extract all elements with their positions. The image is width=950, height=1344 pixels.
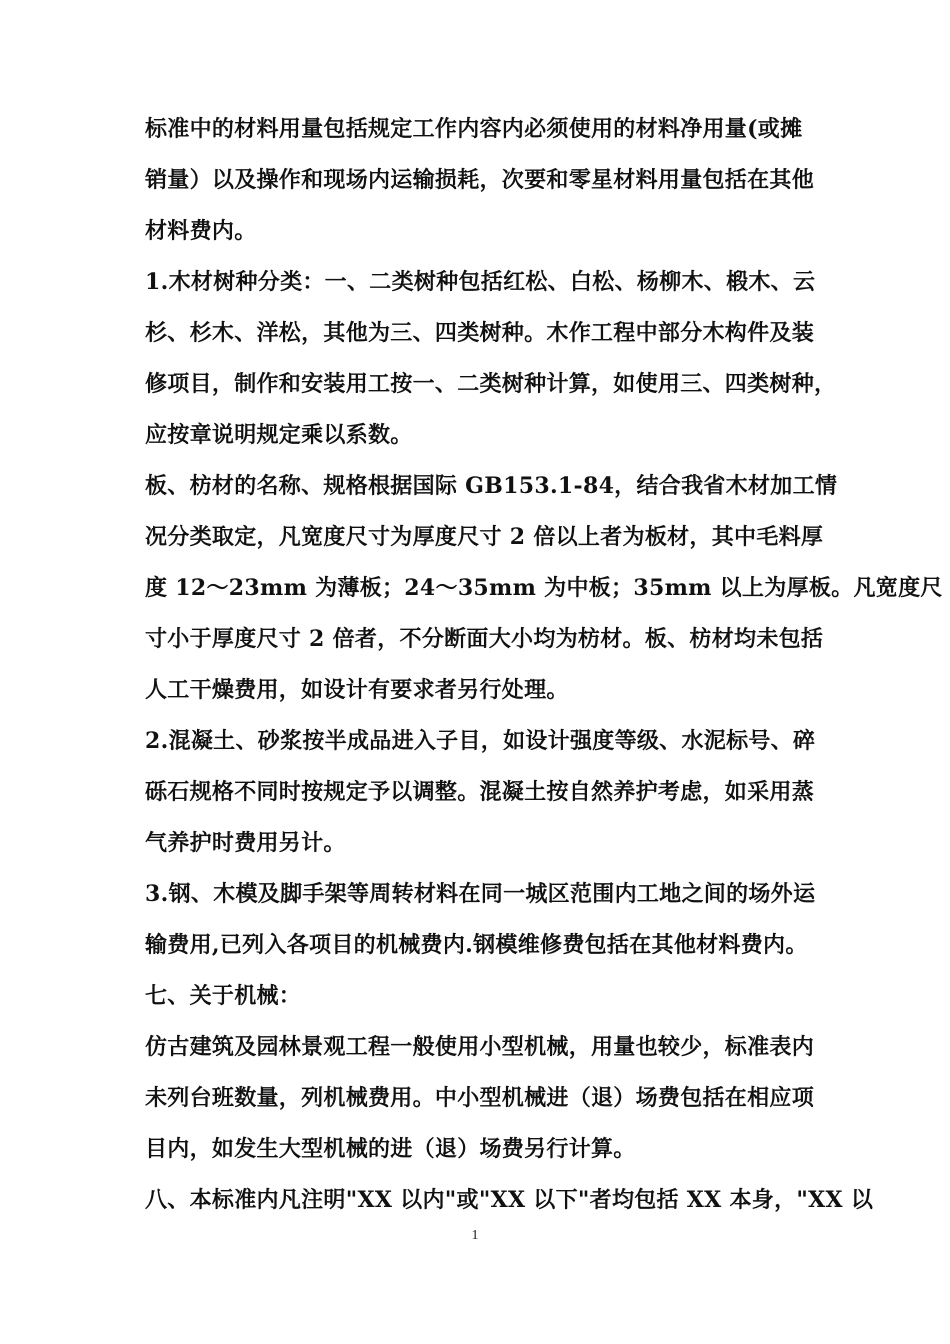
text-line: 气养护时费用另计。 [145,830,346,856]
text-line: 1.木材树种分类：一、二类树种包括红松、白松、杨柳木、椴木、云 [145,269,816,295]
text-line: 人工干燥费用，如设计有要求者另行处理。 [145,677,569,703]
text-line: 3.钢、木模及脚手架等周转材料在同一城区范围内工地之间的场外运 [145,881,816,907]
text-line: 寸小于厚度尺寸 2 倍者，不分断面大小均为枋材。板、枋材均未包括 [145,626,824,652]
section-heading: 七、关于机械： [145,983,302,1009]
text-line: 砾石规格不同时按规定予以调整。混凝土按自然养护考虑，如采用蒸 [145,779,815,805]
text-line: 输费用,已列入各项目的机械费内.钢模维修费包括在其他材料费内。 [145,932,808,958]
text-line: 杉、杉木、洋松，其他为三、四类树种。木作工程中部分木构件及装 [145,320,815,346]
text-line: 仿古建筑及园林景观工程一般使用小型机械，用量也较少，标准表内 [145,1034,815,1060]
text-line: 材料费内。 [145,218,257,244]
text-line: 板、枋材的名称、规格根据国际 GB153.1-84，结合我省木材加工情 [145,473,838,499]
text-line: 销量）以及操作和现场内运输损耗，次要和零星材料用量包括在其他 [145,167,815,193]
text-line: 修项目，制作和安装用工按一、二类树种计算，如使用三、四类树种， [145,371,837,397]
text-line: 标准中的材料用量包括规定工作内容内必须使用的材料净用量(或摊 [145,116,803,142]
page-number: 1 [471,1228,479,1243]
text-line: 度 12～23mm 为薄板；24～35mm 为中板；35mm 以上为厚板。凡宽度尺 [145,575,943,601]
text-line: 目内，如发生大型机械的进（退）场费另行计算。 [145,1136,636,1162]
text-line: 八、本标准内凡注明"XX 以内"或"XX 以下"者均包括 XX 本身，"XX 以 [145,1187,874,1213]
text-line: 况分类取定，凡宽度尺寸为厚度尺寸 2 倍以上者为板材，其中毛料厚 [145,524,824,550]
text-line: 未列台班数量，列机械费用。中小型机械进（退）场费包括在相应项 [145,1085,815,1111]
text-line: 应按章说明规定乘以系数。 [145,422,413,448]
text-line: 2.混凝土、砂浆按半成品进入子目，如设计强度等级、水泥标号、碎 [145,728,816,754]
body-text [145,104,943,1226]
